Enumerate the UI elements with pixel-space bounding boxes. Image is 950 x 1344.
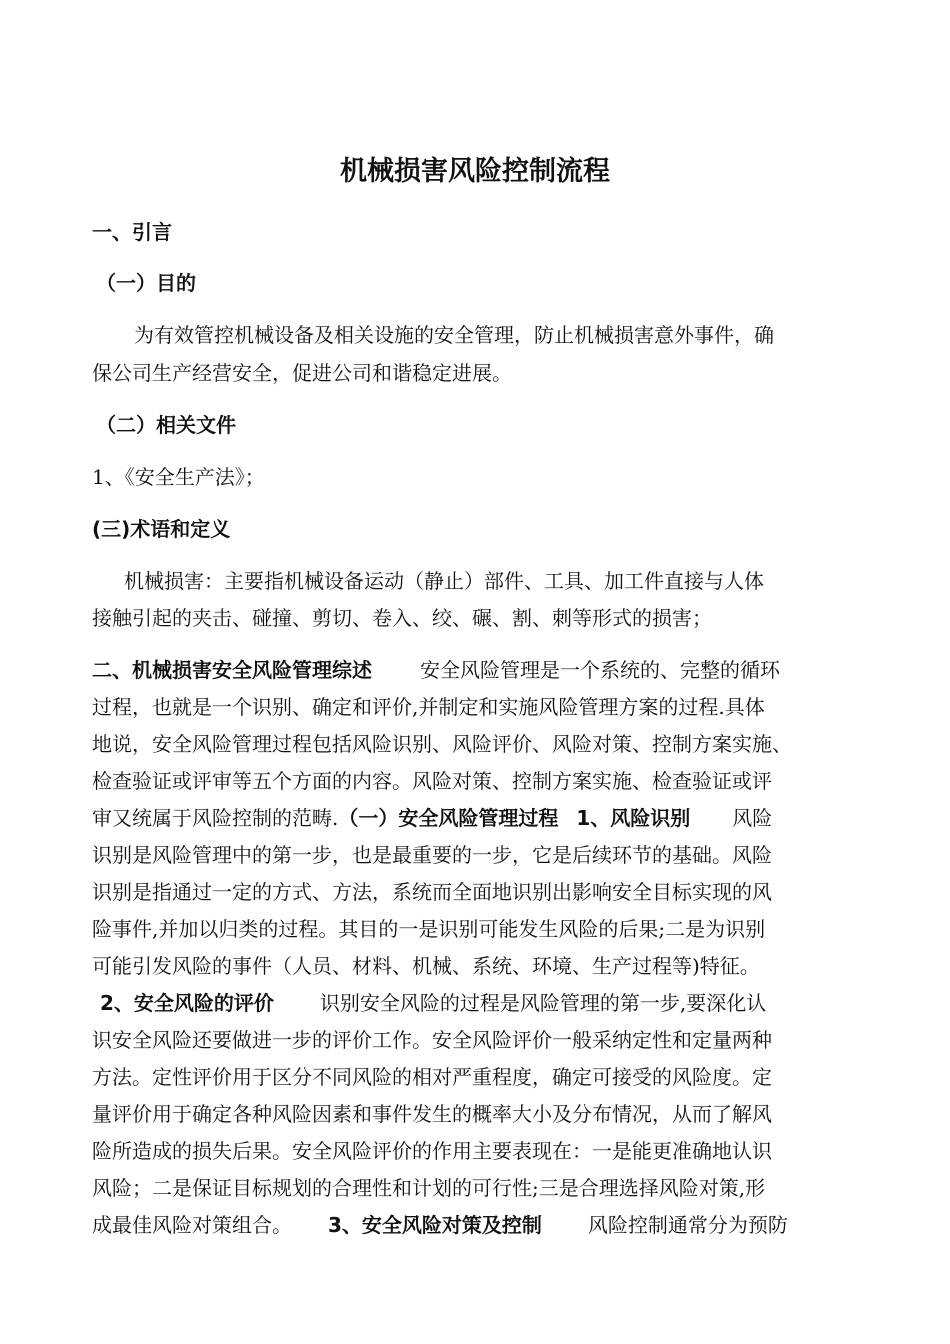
subsection-heading-purpose: （一）目的 (96, 271, 196, 295)
evaluation-paragraph-line: 险所造成的损失后果。安全风险评价的作用主要表现在：一是能更准确地认识 (92, 1139, 772, 1163)
evaluation-paragraph-line: 风险；二是保证目标规划的合理性和计划的可行性;三是合理选择风险对策,形 (92, 1176, 766, 1200)
overview-text: 审又统属于风险控制的范畴. (92, 806, 339, 830)
section-heading-intro: 一、引言 (92, 220, 172, 244)
overview-text: 风险 (732, 806, 773, 830)
terms-paragraph-line: 机械损害：主要指机械设备运动（静止）部件、工具、加工件直接与人体 (124, 569, 764, 593)
section-heading-overview: 二、机械损害安全风险管理综述 (92, 658, 372, 682)
overview-text: 安全风险管理是一个系统的、完整的循环 (420, 658, 780, 682)
overview-paragraph-line: 检查验证或评审等五个方面的内容。风险对策、控制方案实施、检查验证或评 (92, 769, 772, 793)
purpose-paragraph-line: 为有效管控机械设备及相关设施的安全管理，防止机械损害意外事件，确 (134, 323, 774, 347)
evaluation-text: 识别安全风险的过程是风险管理的第一步,要深化认 (319, 991, 767, 1015)
subsection-heading-process: （一）安全风险管理过程 (338, 806, 559, 830)
doc-list-item: 1、《安全生产法》； (92, 465, 265, 489)
overview-paragraph-line (92, 655, 862, 685)
evaluation-paragraph-line: 量评价用于确定各种风险因素和事件发生的概率大小及分布情况，从而了解风 (92, 1102, 772, 1126)
item-heading-risk-identification: 1、风险识别 (576, 806, 691, 830)
evaluation-text: 成最佳风险对策组合。 (92, 1213, 292, 1237)
evaluation-paragraph-line: 识安全风险还要做进一步的评价工作。安全风险评价一般采纳定性和定量两种 (92, 1028, 772, 1052)
overview-paragraph-line: 识别是风险管理中的第一步，也是最重要的一步，它是后续环节的基础。风险 (92, 843, 772, 867)
evaluation-text: 风险控制通常分为预防 (587, 1213, 788, 1237)
subsection-heading-terms: (三)术语和定义 (92, 517, 231, 541)
overview-paragraph-line: 识别是指通过一定的方式、方法，系统而全面地识别出影响安全目标实现的风 (92, 880, 772, 904)
item-heading-risk-evaluation: 2、安全风险的评价 (100, 991, 274, 1015)
overview-paragraph-line: 可能引发风险的事件（人员、材料、机械、系统、环境、生产过程等)特征。 (92, 954, 760, 978)
overview-paragraph-line: 过程，也就是一个识别、确定和评价,并制定和实施风险管理方案的过程.具体 (92, 695, 765, 719)
purpose-paragraph-line: 保公司生产经营安全，促进公司和谐稳定进展。 (92, 361, 512, 385)
document-title: 机械损害风险控制流程 (340, 156, 610, 187)
evaluation-paragraph-line: 方法。定性评价用于区分不同风险的相对严重程度，确定可接受的风险度。定 (92, 1065, 772, 1089)
overview-paragraph-line: 险事件,并加以归类的过程。其目的一是识别可能发生风险的后果;二是为识别 (92, 917, 766, 941)
overview-paragraph-line: 地说，安全风险管理过程包括风险识别、风险评价、风险对策、控制方案实施、 (92, 732, 792, 756)
evaluation-paragraph-line (92, 1210, 862, 1240)
terms-paragraph-line: 接触引起的夹击、碰撞、剪切、卷入、绞、碾、割、刺等形式的损害； (92, 606, 712, 630)
evaluation-paragraph-line (100, 988, 870, 1018)
subsection-heading-docs: （二）相关文件 (96, 413, 236, 437)
overview-paragraph-line (92, 803, 862, 833)
item-heading-risk-control: 3、安全风险对策及控制 (328, 1213, 542, 1237)
